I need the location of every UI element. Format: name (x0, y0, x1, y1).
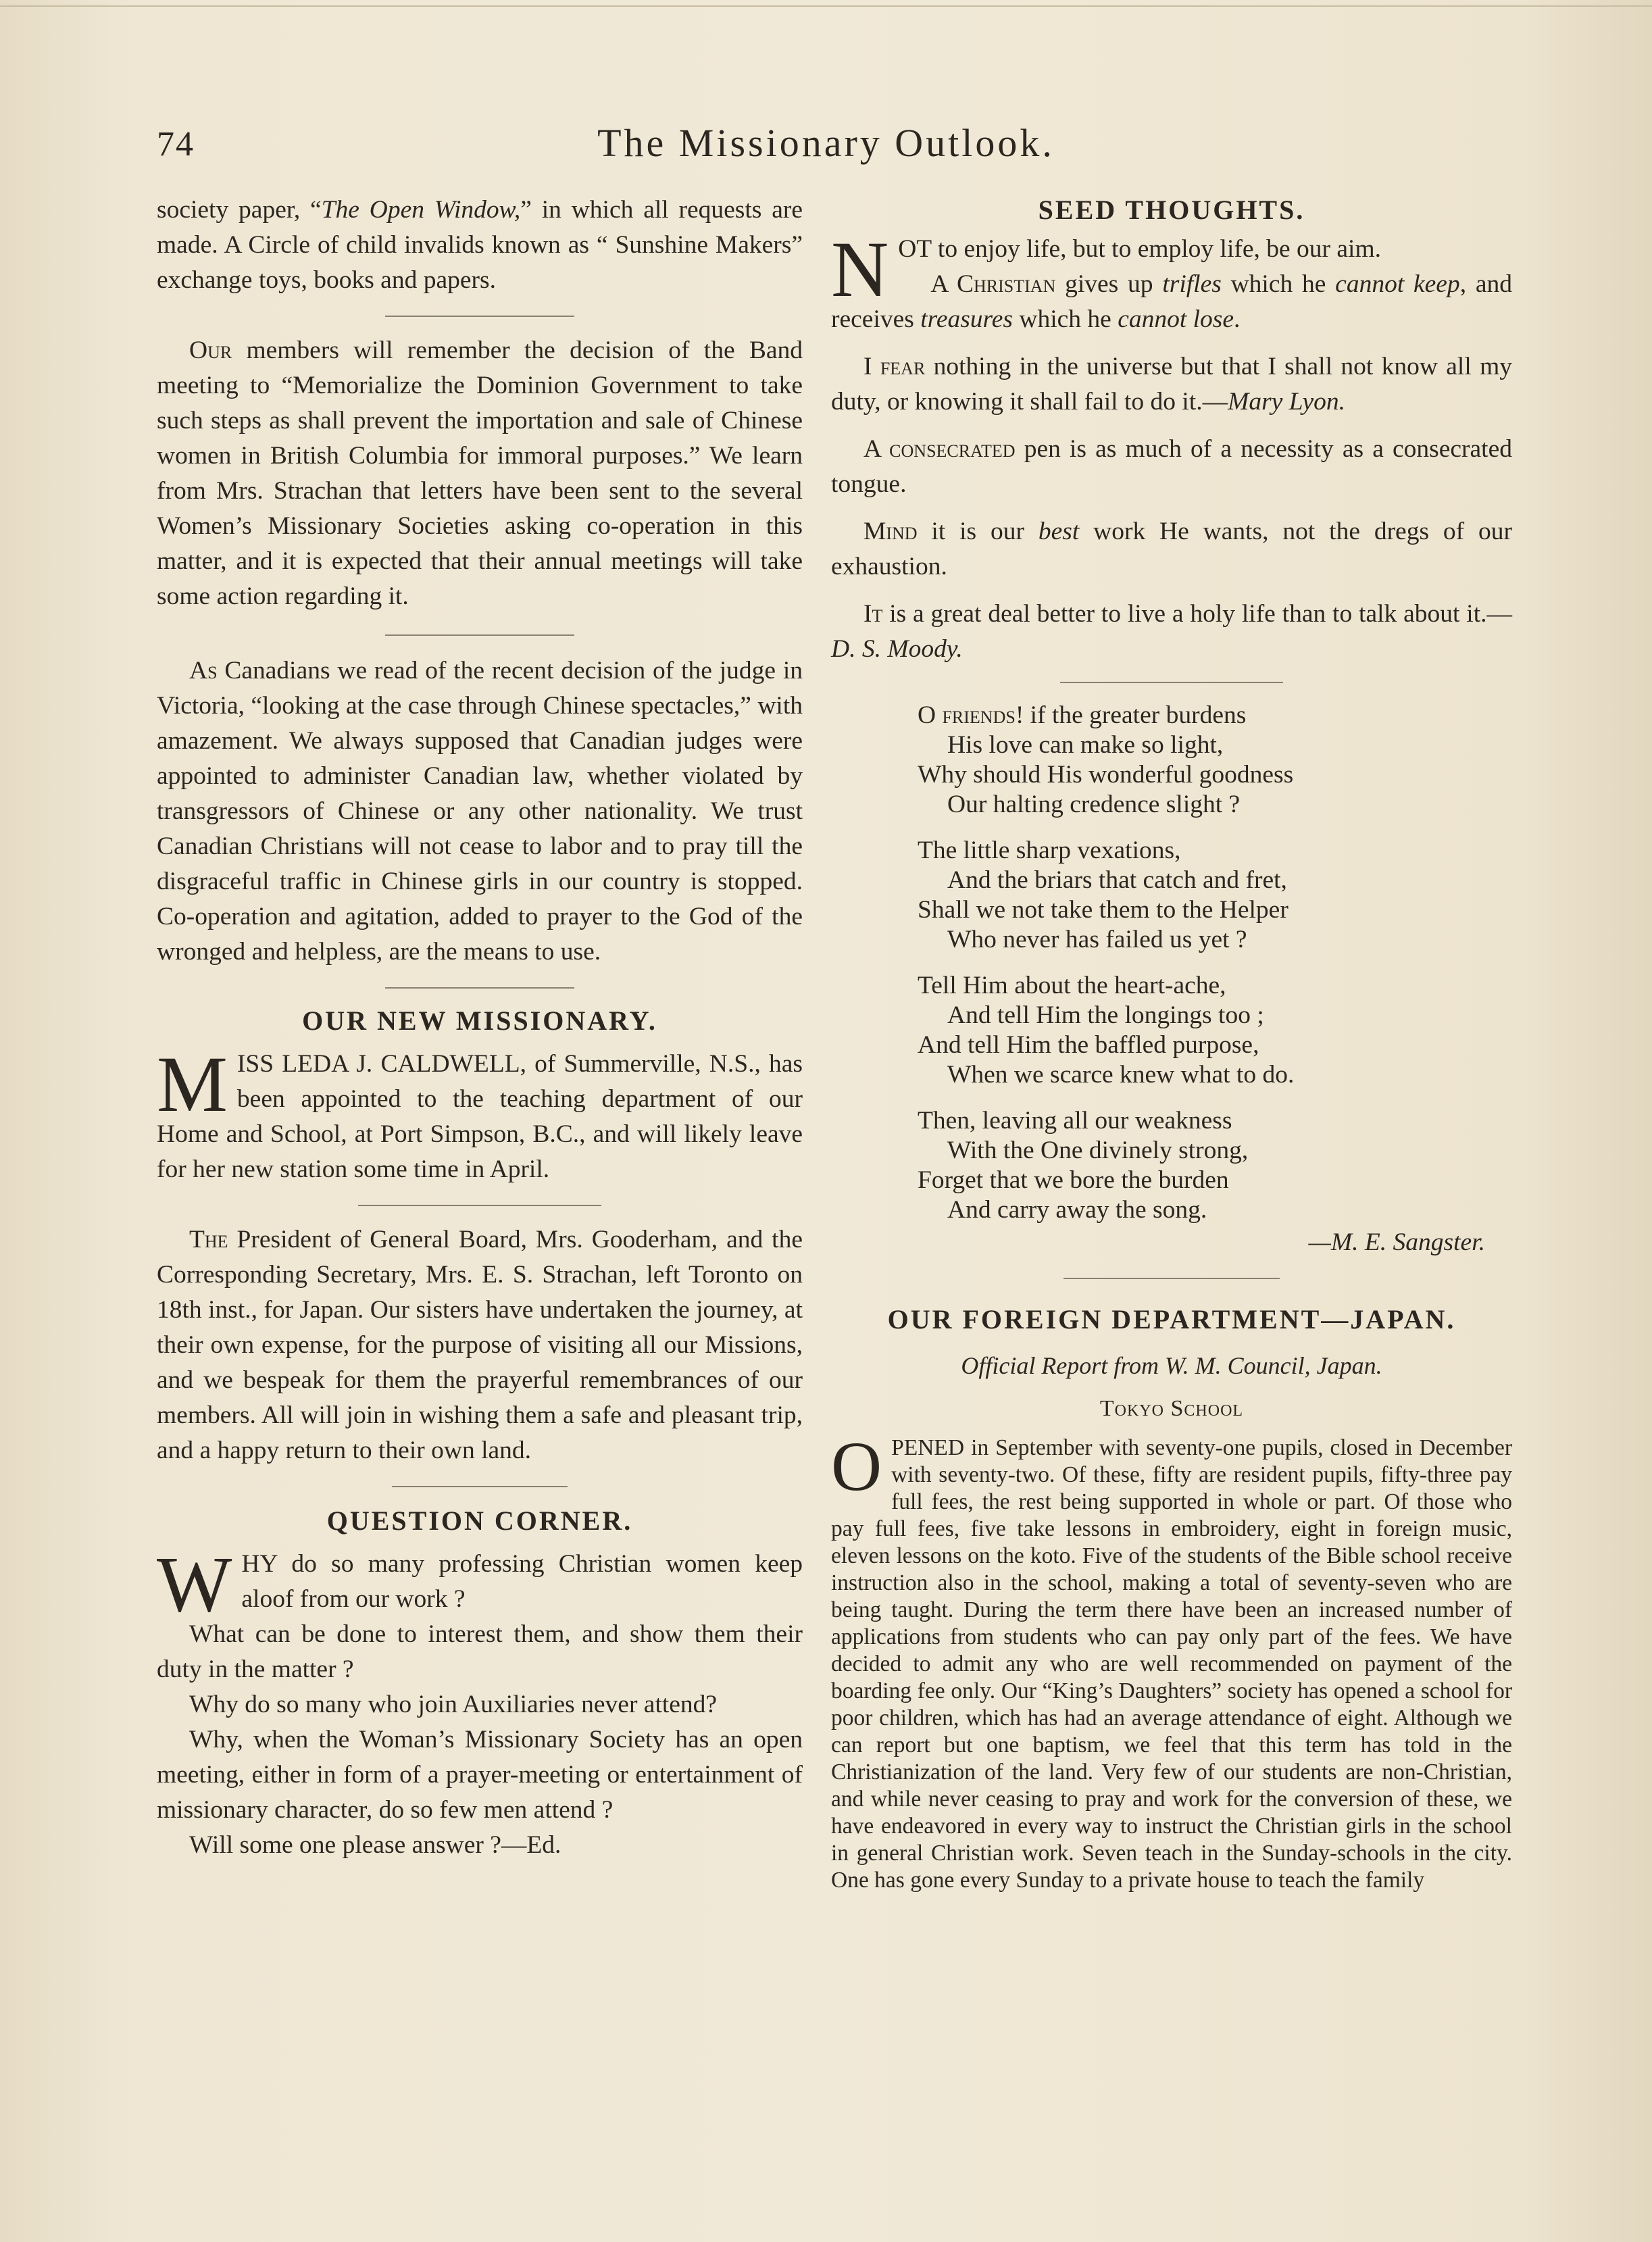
divider (358, 1205, 601, 1206)
seed-thought-2: A Christian gives up trifles which he cannot keep, and receives treasures which he cannot lose. (831, 270, 1512, 333)
tokyo-school-heading: Tokyo School (1099, 1396, 1244, 1421)
question-5: Will some one please answer ?—Ed. (189, 1831, 561, 1859)
paragraph-canadians: As Canadians we read of the recent decision of the judge in Victoria, “looking at the case through Chinese spectacles,” with amazement. We always supposed that Canadian judges were appointed to administer Canadian law, whether violated by transgressors of Chinese or any other nationality. We trust Canadian Christians will not cease to labor and to pray till the disgraceful traffic in Chinese girls in our country is stopped. Co-operation and agitation, added to prayer to the God of the wronged and helpless, are the means to use. (157, 657, 803, 966)
heading-question-corner: QUESTION CORNER. (326, 1505, 633, 1536)
poem-author: —M. E. Sangster. (1308, 1228, 1485, 1256)
poem-stanza-2: The little sharp vexations, And the briars that catch and fret, Shall we not take them to the Helper Who never has failed us yet ? (918, 837, 1288, 953)
official-report-line: Official Report from W. M. Council, Japan. (961, 1352, 1382, 1379)
heading-seed-thoughts: SEED THOUGHTS. (1038, 195, 1305, 225)
divider (1060, 682, 1283, 683)
poem (831, 701, 1512, 1257)
heading-new-missionary: OUR NEW MISSIONARY. (302, 1005, 657, 1036)
tokyo-school-report: OPENED in September with seventy-one pupils, closed in December with seventy-two. Of these, fifty are resident pupils, fifty-three pay full fees, the rest being supported in whole or part. Of those who pay full fees, five take lessons in embroidery, eight in foreign music, eleven lessons on the koto. Five of the students of the Bible school receive instruction also in the school, making a total of seventy-seven who are being taught. During the term there have been an increased number of applications from students who can pay only part of the fees. We have decided to admit any who are well recommended on payment of the boarding fee only. Our “King’s Daughters” society has opened a school for poor children, which has had an average attendance of eight. Although we can report but one baptism, we feel that this term has told in the Christianization of the land. Very few of our students are non-Christian, and while never ceasing to pray and work for the conversion of these, we have endeavored in every way to instruct the Christian girls in the school in general Christian work. Seven teach in the Sunday-schools in the city. One has gone every Sunday to a private house to teach the family (831, 1428, 1512, 1893)
page-number: 74 (157, 125, 195, 164)
right-column (831, 193, 1512, 1894)
paragraph-president: The President of General Board, Mrs. Gooderham, and the Corresponding Secretary, Mrs. E. S. Strachan, left Toronto on 18th inst., for Japan. Our sisters have undertaken the journey, at their own expense, for the purpose of visiting all our Missions, and we bespeak for them the prayerful remembrances of our members. All will join in wishing them a safe and pleasant trip, and a happy return to their own land. (157, 1226, 803, 1464)
seed-thought-4: A consecrated pen is as much of a necessity as a consecrated tongue. (831, 435, 1512, 498)
top-edge-line (0, 5, 1652, 7)
seed-thought-1: NOT to enjoy life, but to employ life, be our aim. (831, 225, 1382, 314)
heading-foreign-department: OUR FOREIGN DEPARTMENT—JAPAN. (887, 1304, 1456, 1335)
paragraph-new-missionary: MISS LEDA J. CALDWELL, of Summerville, N.S., has been appointed to the teaching department of our Home and School, at Port Simpson, B.C., and will likely leave for her new station some time in April. (157, 1040, 803, 1183)
page-header (0, 108, 1652, 169)
paragraph-open-window: society paper, “The Open Window,” in which all requests are made. A Circle of child invalids known as “ Sunshine Makers” exchange toys, books and papers. (157, 196, 803, 294)
question-1: WHY do so many professing Christian women keep aloof from our work ? (157, 1540, 803, 1628)
divider (392, 1486, 568, 1487)
divider (385, 316, 574, 317)
seed-thought-6: It is a great deal better to live a holy life than to talk about it.—D. S. Moody. (831, 600, 1512, 663)
paragraph-memorialize: Our members will remember the decision of the Band meeting to “Memorialize the Dominion Government to take such steps as shall prevent the importation and sale of Chinese women in British Columbia for immoral purposes.” We learn from Mrs. Strachan that letters have been sent to the several Women’s Missionary Societies asking co-operation in this matter, and it is expected that their annual meetings will take some action regarding it. (157, 337, 803, 610)
question-2: What can be done to interest them, and show them their duty in the matter ? (157, 1620, 803, 1683)
journal-title: The Missionary Outlook. (597, 121, 1055, 165)
seed-thought-3: I fear nothing in the universe but that I shall not know all my duty, or knowing it shall fail to do it.—Mary Lyon. (831, 353, 1512, 416)
poem-stanza-4: Then, leaving all our weakness With the One divinely strong, Forget that we bore the burden And carry away the song. (918, 1107, 1249, 1224)
poem-stanza-3: Tell Him about the heart-ache, And tell Him the longings too ; And tell Him the baffled purpose, When we scarce knew what to do. (918, 972, 1295, 1089)
divider (385, 987, 574, 989)
seed-thought-5: Mind it is our best work He wants, not the dregs of our exhaustion. (831, 518, 1512, 580)
divider (1063, 1278, 1280, 1279)
left-column (157, 193, 803, 1863)
question-4: Why, when the Woman’s Missionary Society has an open meeting, either in form of a prayer-meeting or entertainment of missionary character, do so few men attend ? (157, 1726, 803, 1824)
question-3: Why do so many who join Auxiliaries never attend? (189, 1691, 718, 1718)
divider (385, 634, 574, 636)
poem-stanza-1: O friends! if the greater burdens His love can make so light, Why should His wonderful goodness Our halting credence slight ? (918, 701, 1294, 818)
